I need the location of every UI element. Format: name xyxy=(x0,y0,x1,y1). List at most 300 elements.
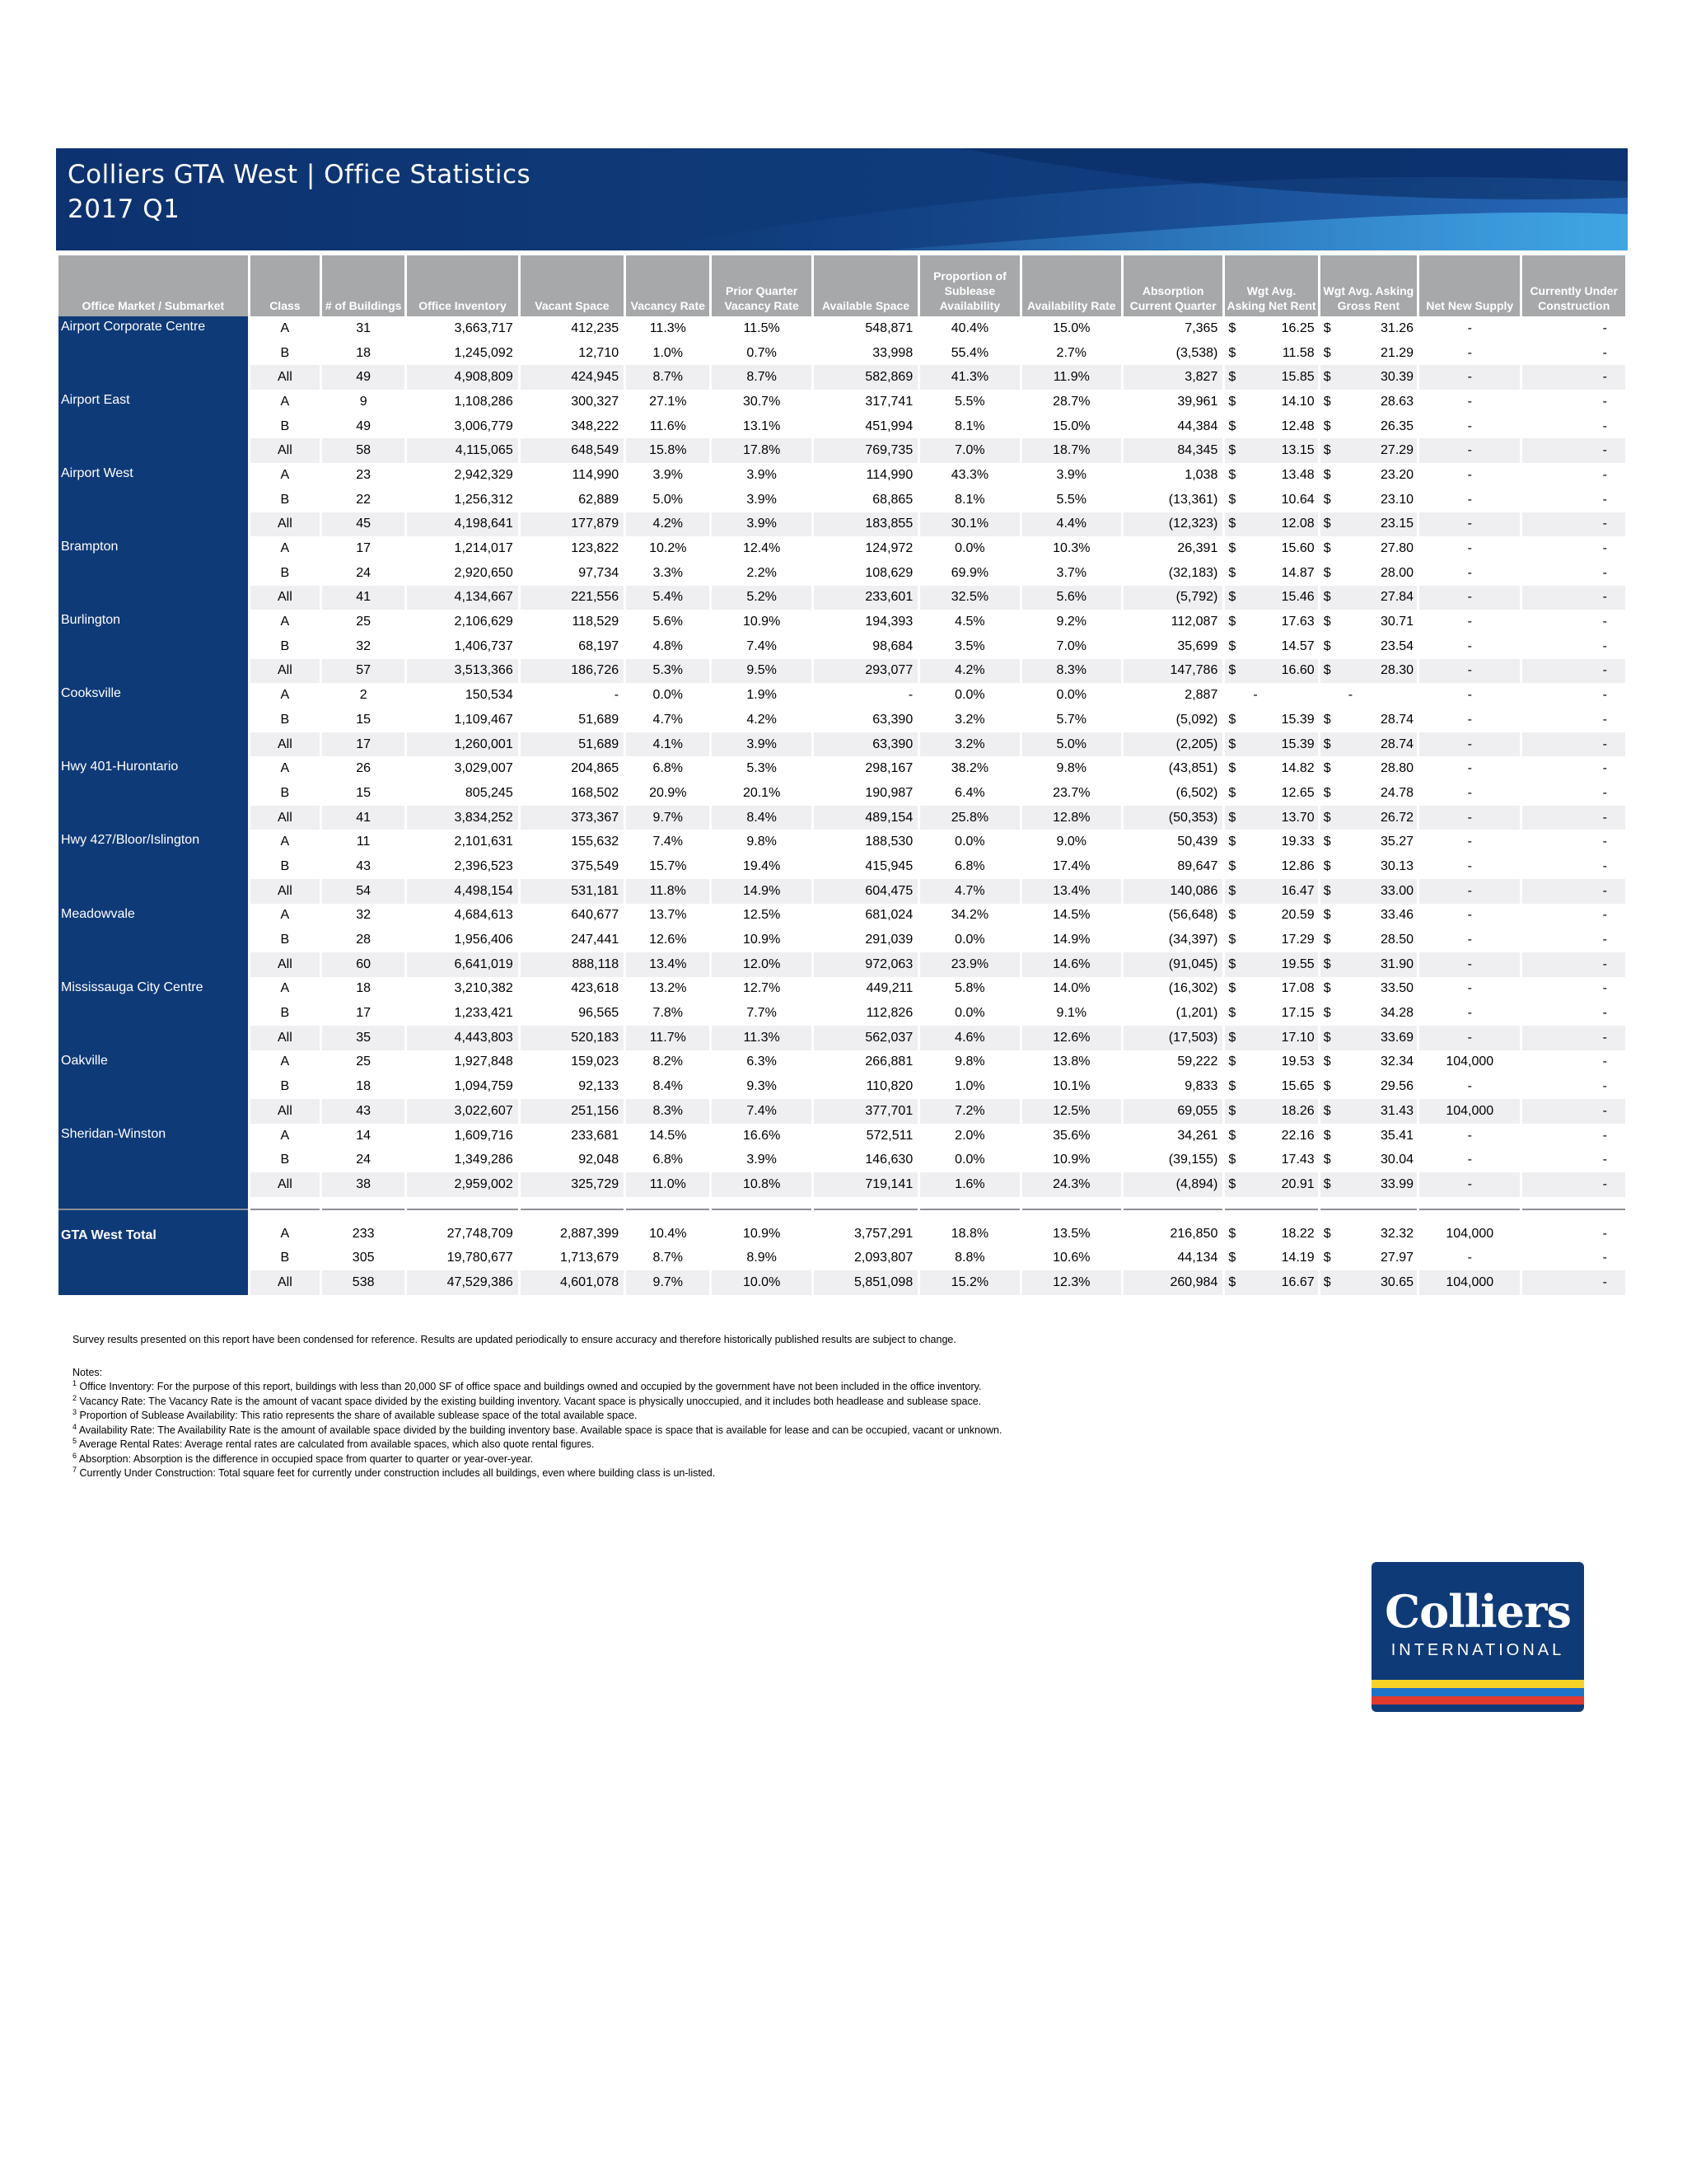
cell-class: A xyxy=(280,394,290,409)
cell-buildings: 18 xyxy=(356,981,372,996)
cell-vacancy-rate: 8.4% xyxy=(652,1079,684,1094)
cell-prior-vacancy: 3.9% xyxy=(712,732,811,757)
cell-gross-rent xyxy=(1320,438,1417,463)
cell-net-rent xyxy=(1225,1074,1317,1099)
dollar-sign: $ xyxy=(1228,858,1236,873)
cell-prior-vacancy: 8.4% xyxy=(712,806,811,830)
cell-vacant-space: 300,327 xyxy=(571,394,619,409)
table-row xyxy=(58,316,1625,341)
cell-inventory: 3,513,366 xyxy=(407,659,517,684)
cell-net-rent xyxy=(1225,659,1317,684)
cell-inventory: 1,214,017 xyxy=(454,541,513,556)
cell-buildings: 15 xyxy=(356,785,372,800)
cell-inventory: 4,498,154 xyxy=(407,879,517,904)
cell-gross-rent xyxy=(1320,1001,1417,1026)
cell-sublease: 0.0% xyxy=(955,1006,985,1021)
cell-vacancy-rate: 0.0% xyxy=(652,688,684,703)
rent-value: 29.56 xyxy=(1381,1079,1414,1094)
cell-vacancy-rate: 8.2% xyxy=(652,1055,684,1069)
cell-under-construction: - xyxy=(1522,952,1625,977)
cell-buildings: 41 xyxy=(322,806,404,830)
notes-label: Notes: xyxy=(72,1366,103,1378)
cell-available-space: 188,530 xyxy=(865,835,914,849)
cell-class: All xyxy=(250,952,320,977)
cell-under-construction: - xyxy=(1602,394,1607,409)
dollar-sign: $ xyxy=(1228,1251,1236,1265)
cell-absorption: 50,439 xyxy=(1177,835,1218,849)
rent-value: 17.29 xyxy=(1281,933,1315,947)
cell-net-rent xyxy=(1225,316,1317,341)
cell-vacancy-rate: 20.9% xyxy=(649,785,687,800)
table-row xyxy=(58,683,1625,708)
dollar-sign: $ xyxy=(1228,419,1236,433)
footnote xyxy=(72,1438,1473,1452)
submarket-name: Sheridan-Winston xyxy=(58,1124,248,1197)
cell-buildings: 9 xyxy=(359,394,367,409)
cell-class: All xyxy=(250,1270,320,1295)
separator-cell xyxy=(407,1197,517,1209)
cell-available-space: 415,945 xyxy=(865,858,914,873)
table-row xyxy=(58,1172,1625,1197)
cell-inventory: 1,927,848 xyxy=(454,1055,513,1069)
separator-cell xyxy=(1124,1197,1222,1209)
rent-value: 14.19 xyxy=(1281,1251,1315,1265)
cell-class: All xyxy=(250,1026,320,1050)
cell-available-space: 124,972 xyxy=(865,541,914,556)
table-body xyxy=(58,316,1625,1295)
rent-value: 27.84 xyxy=(1381,590,1414,605)
cell-prior-vacancy: 12.0% xyxy=(712,952,811,977)
cell-availability-rate: 10.3% xyxy=(1053,541,1091,556)
cell-vacant-space: 97,734 xyxy=(578,565,619,580)
table-row xyxy=(58,414,1625,439)
header-class: Class xyxy=(250,255,320,316)
cell-class: A xyxy=(280,467,290,482)
cell-under-construction: - xyxy=(1522,1099,1625,1124)
rent-value: 28.00 xyxy=(1381,565,1414,580)
cell-net-new-supply: - xyxy=(1467,688,1472,703)
cell-net-new-supply: - xyxy=(1467,908,1472,923)
cell-prior-vacancy: 13.1% xyxy=(742,419,781,433)
cell-sublease: 4.5% xyxy=(955,615,985,629)
cell-vacant-space: 424,945 xyxy=(521,365,624,390)
cell-prior-vacancy: 11.5% xyxy=(743,320,780,335)
cell-prior-vacancy: 1.9% xyxy=(746,688,777,703)
cell-prior-vacancy: 8.7% xyxy=(712,365,811,390)
cell-absorption: 7,365 xyxy=(1185,320,1218,335)
dollar-sign: $ xyxy=(1323,712,1331,727)
cell-under-construction: - xyxy=(1522,438,1625,463)
cell-prior-vacancy: 7.4% xyxy=(712,1099,811,1124)
cell-class: A xyxy=(280,541,290,556)
cell-net-rent xyxy=(1225,683,1317,708)
cell-vacant-space: 412,235 xyxy=(571,320,619,335)
dollar-sign: $ xyxy=(1323,785,1331,800)
cell-availability-rate: 3.7% xyxy=(1056,565,1087,580)
table-row xyxy=(58,1148,1625,1172)
cell-under-construction: - xyxy=(1522,1270,1625,1295)
cell-inventory: 1,956,406 xyxy=(454,933,513,947)
dollar-sign: $ xyxy=(1323,1103,1331,1118)
cell-net-new-supply: - xyxy=(1467,615,1472,629)
cell-vacancy-rate: 11.3% xyxy=(649,320,686,335)
cell-available-space: - xyxy=(908,688,914,703)
cell-under-construction: - xyxy=(1602,467,1607,482)
cell-vacancy-rate: 11.8% xyxy=(626,879,709,904)
cell-vacancy-rate: 9.7% xyxy=(626,806,709,830)
cell-gross-rent xyxy=(1320,756,1417,781)
cell-gross-rent xyxy=(1320,732,1417,757)
cell-available-space: 108,629 xyxy=(865,565,914,580)
rent-value: 30.04 xyxy=(1381,1153,1414,1167)
cell-inventory: 1,245,092 xyxy=(454,345,513,360)
submarket-name: Burlington xyxy=(58,610,248,683)
cell-net-rent xyxy=(1225,708,1317,732)
dollar-sign: $ xyxy=(1228,981,1236,996)
cell-class: All xyxy=(250,732,320,757)
cell-under-construction: - xyxy=(1602,320,1607,335)
cell-prior-vacancy: 0.7% xyxy=(746,345,777,360)
separator-cell xyxy=(58,1210,248,1222)
cell-sublease: 4.7% xyxy=(920,879,1019,904)
cell-inventory: 150,534 xyxy=(465,688,513,703)
cell-under-construction: - xyxy=(1522,586,1625,610)
cell-prior-vacancy: 3.9% xyxy=(746,1153,777,1167)
cell-class: A xyxy=(280,688,290,703)
rent-value: 11.58 xyxy=(1282,345,1315,360)
cell-inventory: 4,134,667 xyxy=(407,586,517,610)
cell-net-rent xyxy=(1225,854,1317,879)
cell-vacant-space: 531,181 xyxy=(521,879,624,904)
cell-vacancy-rate: 6.8% xyxy=(652,1153,684,1167)
dollar-sign: $ xyxy=(1323,517,1331,531)
cell-under-construction: - xyxy=(1602,615,1607,629)
table-row xyxy=(58,341,1625,366)
rent-value: 30.71 xyxy=(1381,615,1414,629)
cell-available-space: 769,735 xyxy=(814,438,918,463)
separator-cell xyxy=(920,1197,1019,1209)
dollar-sign: $ xyxy=(1323,981,1331,996)
table-row xyxy=(58,1001,1625,1026)
rent-value: 15.46 xyxy=(1281,590,1315,605)
cell-vacant-space: 348,222 xyxy=(571,419,619,433)
cell-prior-vacancy: 16.6% xyxy=(742,1128,781,1143)
cell-gross-rent xyxy=(1320,634,1417,659)
footer-notes xyxy=(72,1333,1473,1481)
cell-buildings: 23 xyxy=(356,467,372,482)
cell-gross-rent xyxy=(1320,1270,1417,1295)
cell-availability-rate: 11.9% xyxy=(1022,365,1121,390)
cell-sublease: 0.0% xyxy=(955,541,985,556)
rent-value: 23.10 xyxy=(1381,492,1414,507)
rent-value: 13.48 xyxy=(1281,467,1315,482)
cell-under-construction: - xyxy=(1522,659,1625,684)
cell-vacancy-rate: 5.0% xyxy=(652,492,684,507)
cell-gross-rent xyxy=(1320,1246,1417,1270)
rent-value: 23.54 xyxy=(1381,638,1414,653)
dollar-sign: $ xyxy=(1228,810,1236,825)
cell-prior-vacancy: 9.8% xyxy=(746,835,777,849)
cell-absorption: (5,792) xyxy=(1124,586,1222,610)
cell-vacant-space: 1,713,679 xyxy=(559,1251,619,1265)
cell-prior-vacancy: 12.4% xyxy=(742,541,781,556)
dollar-sign: $ xyxy=(1323,345,1331,360)
cell-buildings: 17 xyxy=(356,1006,372,1021)
cell-net-rent xyxy=(1225,463,1317,488)
cell-availability-rate: 35.6% xyxy=(1053,1128,1091,1143)
cell-buildings: 43 xyxy=(322,1099,404,1124)
table-row xyxy=(58,488,1625,512)
rent-value: 26.35 xyxy=(1381,419,1414,433)
cell-net-new-supply: - xyxy=(1419,879,1520,904)
cell-vacant-space: 375,549 xyxy=(571,858,619,873)
cell-net-rent xyxy=(1225,438,1317,463)
cell-available-space: 293,077 xyxy=(814,659,918,684)
dollar-sign: $ xyxy=(1228,1103,1236,1118)
dollar-sign: $ xyxy=(1228,394,1236,409)
cell-availability-rate: 18.7% xyxy=(1022,438,1121,463)
cell-net-rent xyxy=(1225,977,1317,1002)
cell-buildings: 54 xyxy=(322,879,404,904)
separator-cell xyxy=(1320,1210,1417,1222)
cell-class: B xyxy=(280,1153,290,1167)
cell-class: A xyxy=(280,908,290,923)
dollar-sign: $ xyxy=(1323,565,1331,580)
report-title: Colliers GTA West | Office Statistics xyxy=(68,160,531,189)
cell-sublease: 0.0% xyxy=(955,688,985,703)
cell-sublease: 4.2% xyxy=(920,659,1019,684)
rent-value: 15.65 xyxy=(1281,1079,1315,1094)
cell-net-new-supply: - xyxy=(1419,1026,1520,1050)
dollar-sign: $ xyxy=(1323,1006,1331,1021)
cell-buildings: 22 xyxy=(356,492,372,507)
cell-inventory: 4,443,803 xyxy=(407,1026,517,1050)
footnote-number: 6 xyxy=(72,1451,77,1460)
cell-vacancy-rate: 1.0% xyxy=(652,345,684,360)
cell-inventory: 2,920,650 xyxy=(454,565,513,580)
cell-inventory: 4,908,809 xyxy=(407,365,517,390)
cell-net-new-supply: - xyxy=(1419,1172,1520,1197)
footnote-number: 2 xyxy=(72,1393,77,1402)
dollar-sign: $ xyxy=(1323,1226,1331,1241)
cell-availability-rate: 12.3% xyxy=(1022,1270,1121,1295)
cell-available-space: 233,601 xyxy=(814,586,918,610)
cell-absorption: 9,833 xyxy=(1185,1079,1218,1094)
dollar-sign: $ xyxy=(1323,443,1331,458)
cell-absorption: (50,353) xyxy=(1124,806,1222,830)
office-statistics-table xyxy=(56,255,1628,1295)
rent-value: 16.60 xyxy=(1281,663,1315,678)
cell-vacancy-rate: 15.7% xyxy=(649,858,687,873)
logo-stripe-yellow xyxy=(1372,1680,1584,1688)
cell-under-construction: - xyxy=(1522,806,1625,830)
cell-available-space: 489,154 xyxy=(814,806,918,830)
footnote-number: 7 xyxy=(72,1466,77,1474)
cell-available-space: 266,881 xyxy=(865,1055,914,1069)
dollar-sign: $ xyxy=(1323,638,1331,653)
cell-net-new-supply: - xyxy=(1467,638,1472,653)
dollar-sign: $ xyxy=(1228,908,1236,923)
cell-prior-vacancy: 10.9% xyxy=(742,615,781,629)
cell-sublease: 0.0% xyxy=(955,835,985,849)
cell-sublease: 18.8% xyxy=(951,1226,989,1241)
dollar-sign: $ xyxy=(1228,1274,1236,1289)
cell-absorption: (13,361) xyxy=(1168,492,1218,507)
dollar-sign: $ xyxy=(1323,858,1331,873)
rent-value: 28.80 xyxy=(1381,761,1414,776)
cell-class: B xyxy=(280,565,290,580)
cell-vacant-space: 4,601,078 xyxy=(521,1270,624,1295)
cell-absorption: 44,134 xyxy=(1177,1251,1218,1265)
cell-class: B xyxy=(280,858,290,873)
cell-vacant-space: - xyxy=(614,688,619,703)
cell-inventory: 2,396,523 xyxy=(454,858,513,873)
cell-availability-rate: 15.0% xyxy=(1053,320,1091,335)
submarket-name: Airport Corporate Centre xyxy=(58,316,248,390)
table-row xyxy=(58,756,1625,781)
cell-availability-rate: 12.5% xyxy=(1022,1099,1121,1124)
table-row xyxy=(58,463,1625,488)
dollar-sign: $ xyxy=(1323,1128,1331,1143)
cell-prior-vacancy: 12.5% xyxy=(742,908,781,923)
cell-absorption: (43,851) xyxy=(1168,761,1218,776)
cell-under-construction: - xyxy=(1522,732,1625,757)
rent-value: 14.82 xyxy=(1281,761,1315,776)
cell-net-rent xyxy=(1225,781,1317,806)
submarket-name: Cooksville xyxy=(58,683,248,756)
header-vacant-space: Vacant Space xyxy=(521,255,624,316)
cell-absorption: (91,045) xyxy=(1124,952,1222,977)
cell-class: B xyxy=(280,492,290,507)
cell-availability-rate: 14.5% xyxy=(1053,908,1091,923)
cell-available-space: 33,998 xyxy=(872,345,914,360)
rent-value: 17.08 xyxy=(1281,981,1315,996)
cell-sublease: 25.8% xyxy=(920,806,1019,830)
footnote-number: 5 xyxy=(72,1437,77,1445)
cell-prior-vacancy: 30.7% xyxy=(742,394,781,409)
cell-gross-rent xyxy=(1320,463,1417,488)
cell-vacant-space: 68,197 xyxy=(578,638,619,653)
rent-value: 26.72 xyxy=(1381,810,1414,825)
table-row xyxy=(58,586,1625,610)
cell-net-rent xyxy=(1225,1270,1317,1295)
cell-prior-vacancy: 7.4% xyxy=(746,638,777,653)
cell-absorption: 26,391 xyxy=(1177,541,1218,556)
rent-value: - xyxy=(1253,688,1258,703)
header-net-new-supply: Net New Supply xyxy=(1419,255,1520,316)
cell-available-space: 183,855 xyxy=(814,512,918,537)
table-row xyxy=(58,365,1625,390)
footnote-text: Currently Under Construction: Total square feet for currently under construction includes all buildings, even where building class is un-listed. xyxy=(79,1467,716,1479)
cell-net-new-supply: - xyxy=(1467,1079,1472,1094)
cell-buildings: 32 xyxy=(356,908,372,923)
cell-absorption: (56,648) xyxy=(1168,908,1218,923)
cell-net-new-supply: - xyxy=(1467,785,1472,800)
cell-net-rent xyxy=(1225,1222,1317,1246)
cell-vacant-space: 640,677 xyxy=(571,908,619,923)
cell-net-rent xyxy=(1225,904,1317,928)
submarket-name: Brampton xyxy=(58,536,248,610)
rent-value: 35.41 xyxy=(1381,1128,1414,1143)
footnote-number: 4 xyxy=(72,1422,77,1431)
cell-sublease: 34.2% xyxy=(951,908,989,923)
rent-value: 35.27 xyxy=(1381,835,1414,849)
cell-under-construction: - xyxy=(1602,933,1607,947)
cell-availability-rate: 15.0% xyxy=(1053,419,1091,433)
submarket-name: Hwy 401-Hurontario xyxy=(58,756,248,830)
table-row xyxy=(58,708,1625,732)
cell-under-construction: - xyxy=(1602,1251,1607,1265)
cell-vacant-space: 159,023 xyxy=(571,1055,619,1069)
cell-gross-rent xyxy=(1320,781,1417,806)
separator-cell xyxy=(1419,1197,1520,1209)
cell-availability-rate: 9.0% xyxy=(1056,835,1087,849)
cell-vacant-space: 12,710 xyxy=(578,345,619,360)
rent-value: 27.29 xyxy=(1381,443,1414,458)
cell-buildings: 14 xyxy=(356,1128,372,1143)
cell-under-construction: - xyxy=(1522,512,1625,537)
cell-under-construction: - xyxy=(1602,1079,1607,1094)
cell-vacant-space: 233,681 xyxy=(571,1128,619,1143)
footnote xyxy=(72,1395,1473,1410)
cell-net-rent xyxy=(1225,1172,1317,1197)
cell-availability-rate: 9.2% xyxy=(1056,615,1087,629)
table-row xyxy=(58,1074,1625,1099)
cell-net-rent xyxy=(1225,1148,1317,1172)
dollar-sign: $ xyxy=(1323,761,1331,776)
cell-gross-rent xyxy=(1320,708,1417,732)
cell-sublease: 8.8% xyxy=(955,1251,985,1265)
header-net-rent: Wgt Avg. Asking Net Rent xyxy=(1225,255,1317,316)
cell-class: All xyxy=(250,1099,320,1124)
cell-under-construction: - xyxy=(1602,908,1607,923)
dollar-sign: $ xyxy=(1228,320,1236,335)
cell-vacancy-rate: 5.4% xyxy=(626,586,709,610)
header-vacancy-rate: Vacancy Rate xyxy=(626,255,709,316)
cell-inventory: 3,022,607 xyxy=(407,1099,517,1124)
cell-net-new-supply: - xyxy=(1467,1153,1472,1167)
cell-absorption: 89,647 xyxy=(1177,858,1218,873)
cell-vacant-space: 251,156 xyxy=(521,1099,624,1124)
cell-net-rent xyxy=(1225,756,1317,781)
cell-available-space: 562,037 xyxy=(814,1026,918,1050)
dollar-sign: $ xyxy=(1323,320,1331,335)
cell-net-rent xyxy=(1225,586,1317,610)
cell-vacant-space: 373,367 xyxy=(521,806,624,830)
dollar-sign: $ xyxy=(1323,1251,1331,1265)
table-row xyxy=(58,952,1625,977)
cell-class: B xyxy=(280,785,290,800)
rent-value: 13.15 xyxy=(1281,443,1315,458)
cell-availability-rate: 4.4% xyxy=(1022,512,1121,537)
rent-value: 28.74 xyxy=(1381,712,1414,727)
cell-absorption: 84,345 xyxy=(1124,438,1222,463)
dollar-sign: $ xyxy=(1228,835,1236,849)
cell-gross-rent xyxy=(1320,1050,1417,1075)
cell-buildings: 60 xyxy=(322,952,404,977)
cell-buildings: 38 xyxy=(322,1172,404,1197)
cell-net-new-supply: - xyxy=(1419,586,1520,610)
dollar-sign: $ xyxy=(1228,785,1236,800)
header-prior-vacancy: Prior Quarter Vacancy Rate xyxy=(712,255,811,316)
rent-value: 20.91 xyxy=(1281,1176,1315,1191)
cell-sublease: 4.6% xyxy=(920,1026,1019,1050)
cell-sublease: 38.2% xyxy=(951,761,989,776)
cell-absorption: 44,384 xyxy=(1177,419,1218,433)
footnote-number: 1 xyxy=(72,1379,77,1387)
cell-prior-vacancy: 14.9% xyxy=(712,879,811,904)
cell-inventory: 4,684,613 xyxy=(454,908,513,923)
